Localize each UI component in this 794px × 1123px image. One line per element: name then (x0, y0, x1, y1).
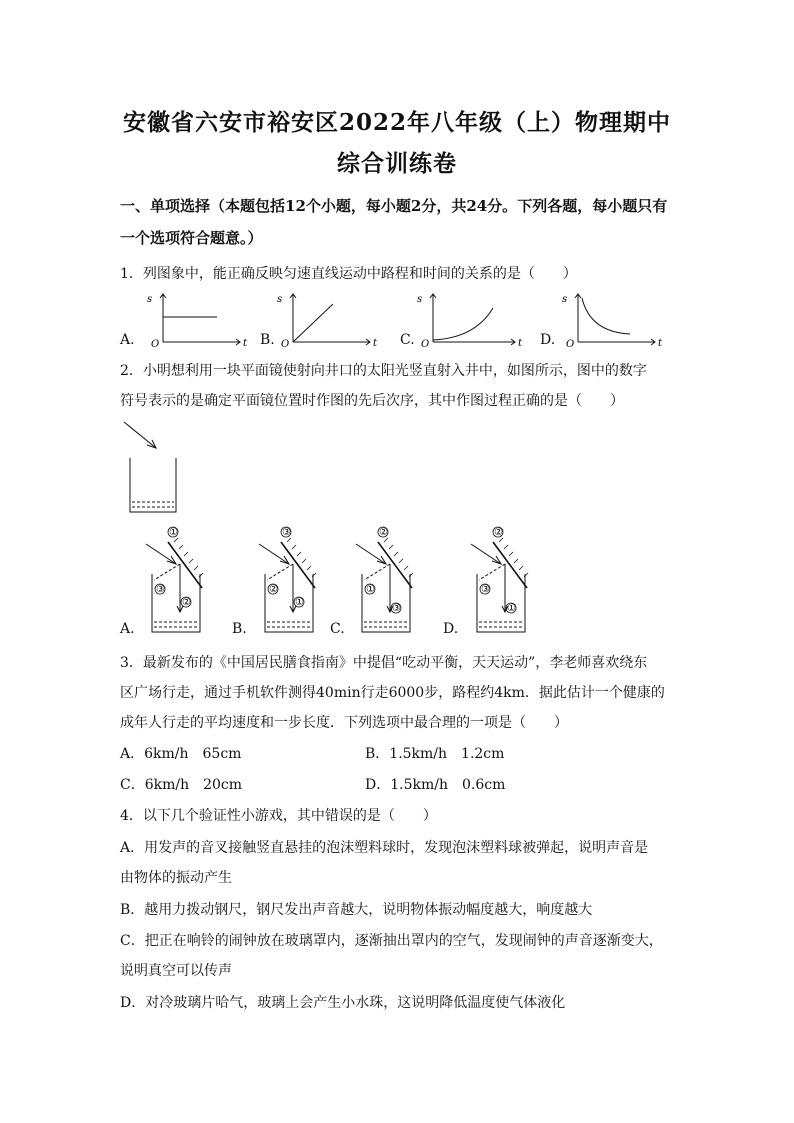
section-heading: 一、单项选择（本题包括12个小题，每小题2分，共24分。下列各题，每小题只有一个选项符合题意。） (120, 197, 668, 247)
q4-option-d: D．对冷玻璃片哈气，玻璃上会产生小水珠，这说明降低温度使气体液化 (120, 995, 566, 1011)
q2-option-c-label: C. (330, 621, 345, 637)
axis-t-label: t (518, 338, 523, 349)
title-line-2: 综合训练卷 (337, 150, 457, 177)
q3-option-d: D．1.5km/h 0.6cm (365, 777, 506, 793)
q2-figure-d (465, 524, 545, 639)
q1-graph-b (275, 290, 378, 350)
axis-s-label: s (562, 294, 568, 305)
step-mirror: ② (494, 527, 503, 538)
q1-option-b-label: B. (260, 332, 275, 348)
q4-option-c-line-2: 说明真空可以传声 (120, 963, 232, 979)
q1-stem: 1．列图象中，能正确反映匀速直线运动中路程和时间的关系的是（ ） (120, 266, 577, 282)
q1-graph-a (145, 290, 248, 350)
axis-t-label: t (243, 338, 248, 349)
origin-label: O (566, 339, 575, 350)
axis-s-label: s (417, 294, 423, 305)
q2-option-b-label: B. (232, 621, 247, 637)
q3-option-c: C．6km/h 20cm (120, 777, 243, 793)
step-down: ① (295, 597, 304, 608)
q2-stem-line-2: 符号表示的是确定平面镜位置时作图的先后次序，其中作图过程正确的是（ ） (120, 393, 624, 409)
step-down: ② (182, 597, 191, 608)
origin-label: O (421, 339, 430, 350)
axis-s-label: s (277, 294, 283, 305)
origin-label: O (281, 339, 290, 350)
q3-option-b: B．1.5km/h 1.2cm (365, 746, 505, 762)
q1-option-a-label: A. (120, 332, 135, 348)
q3-stem-line-2: 区广场行走，通过手机软件测得40min行走6000步，路程约4km．据此估计一个健康的 (120, 685, 665, 701)
q1-graph-c (415, 290, 525, 350)
step-down: ③ (392, 603, 401, 614)
q2-option-a-label: A. (120, 621, 135, 637)
title-line-1: 安徽省六安市裕安区2022年八年级（上）物理期中 (122, 109, 671, 136)
q1-option-c-label: C. (400, 332, 415, 348)
q2-figure-b (253, 524, 333, 639)
step-side: ③ (156, 584, 165, 595)
step-side: ① (366, 584, 375, 595)
q4-option-c-line-1: C．把正在响铃的闹钟放在玻璃罩内，逐渐抽出罩内的空气，发现闹钟的声音逐渐变大， (120, 933, 663, 949)
q4-option-b: B．越用力拨动钢尺，钢尺发出声音越大，说明物体振动幅度越大，响度越大 (120, 902, 593, 918)
q4-stem: 4．以下几个验证性小游戏，其中错误的是（ ） (120, 808, 437, 824)
q2-option-d-label: D. (443, 621, 459, 637)
axis-t-label: t (658, 338, 663, 349)
q1-option-d-label: D. (540, 332, 556, 348)
q4-option-a-line-2: 由物体的振动产生 (120, 870, 232, 886)
step-side: ③ (481, 584, 490, 595)
step-down: ① (507, 603, 516, 614)
origin-label: O (151, 339, 160, 350)
q1-graph-d (560, 290, 663, 350)
q2-figure-c (350, 524, 430, 639)
step-mirror: ① (169, 527, 178, 538)
q3-stem-line-3: 成年人行走的平均速度和一步长度．下列选项中最合理的一项是（ ） (120, 715, 568, 731)
step-mirror: ③ (282, 527, 291, 538)
step-side: ② (269, 584, 278, 595)
axis-s-label: s (147, 294, 153, 305)
q2-stem-line-1: 2．小明想利用一块平面镜使射向井口的太阳光竖直射入井中，如图所示，图中的数字 (120, 363, 647, 379)
q2-well-figure (118, 418, 188, 516)
q4-option-a-line-1: A．用发声的音叉接触竖直悬挂的泡沫塑料球时，发现泡沫塑料球被弹起，说明声音是 (120, 840, 649, 856)
q3-option-a: A．6km/h 65cm (120, 746, 242, 762)
axis-t-label: t (373, 338, 378, 349)
q3-stem-line-1: 3．最新发布的《中国居民膳食指南》中提倡“吃动平衡，天天运动”，李老师喜欢绕东 (120, 655, 648, 671)
step-mirror: ② (379, 527, 388, 538)
q2-figure-a (140, 524, 220, 639)
